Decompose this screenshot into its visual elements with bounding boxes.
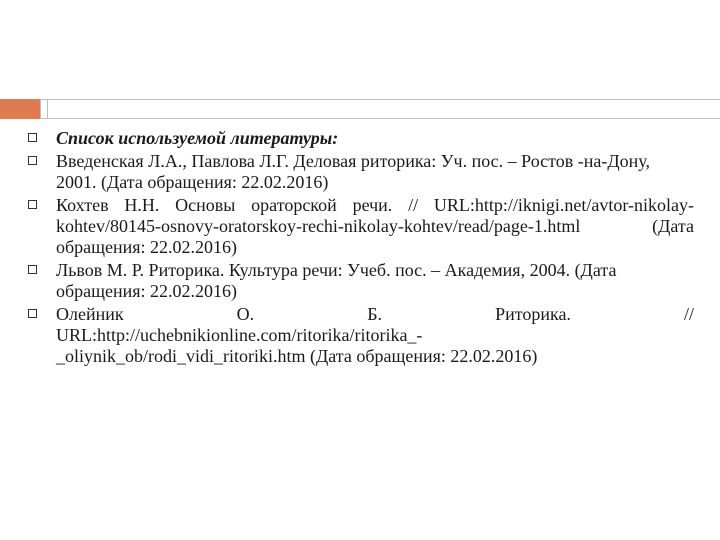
reference-text: Львов М. Р. Риторика. Культура речи: Учеб. пос. – Академия, 2004. (Дата обращения: 22.02.2016) [56, 260, 617, 301]
heading-text: Список используемой литературы: [56, 128, 339, 148]
reference-first-line [56, 304, 694, 325]
list-item [28, 304, 694, 367]
reference-list [28, 128, 694, 369]
rule-line [40, 99, 720, 119]
list-heading [28, 128, 694, 149]
rule-divider [47, 99, 48, 119]
list-item [28, 260, 694, 302]
list-item [28, 151, 694, 193]
reference-text: Введенская Л.А., Павлова Л.Г. Деловая риторика: Уч. пос. – Ростов -на-Дону, 2001. (Дата обращения: 22.02.2016) [56, 151, 651, 192]
accent-block [0, 99, 40, 119]
title-bar-decoration [0, 99, 720, 119]
square-bullet-icon [28, 156, 37, 165]
square-bullet-icon [28, 265, 37, 274]
reference-text: Кохтев Н.Н. Основы ораторской речи. // URL:http://iknigi.net/avtor-nikolay-kohtev/80145-osnovy-oratorskoy-rechi-nikolay-kohtev/read/page-1.html (Дата обращения: 22.02.2016) [56, 195, 694, 257]
square-bullet-icon [28, 133, 37, 142]
author-initial-1: О. [236, 304, 255, 324]
reference-title: Риторика. [495, 304, 571, 324]
square-bullet-icon [28, 200, 37, 209]
reference-url-continuation: _oliynik_ob/rodi_vidi_ritoriki.htm (Дата обращения: 22.02.2016) [56, 346, 538, 366]
square-bullet-icon [28, 309, 37, 318]
author-initial-2: Б. [367, 304, 383, 324]
author-surname: Олейник [56, 304, 124, 324]
reference-separator: // [683, 304, 694, 324]
list-item [28, 195, 694, 258]
reference-url-line: URL:http://uchebnikionline.com/ritorika/ritorika_- [56, 325, 423, 345]
